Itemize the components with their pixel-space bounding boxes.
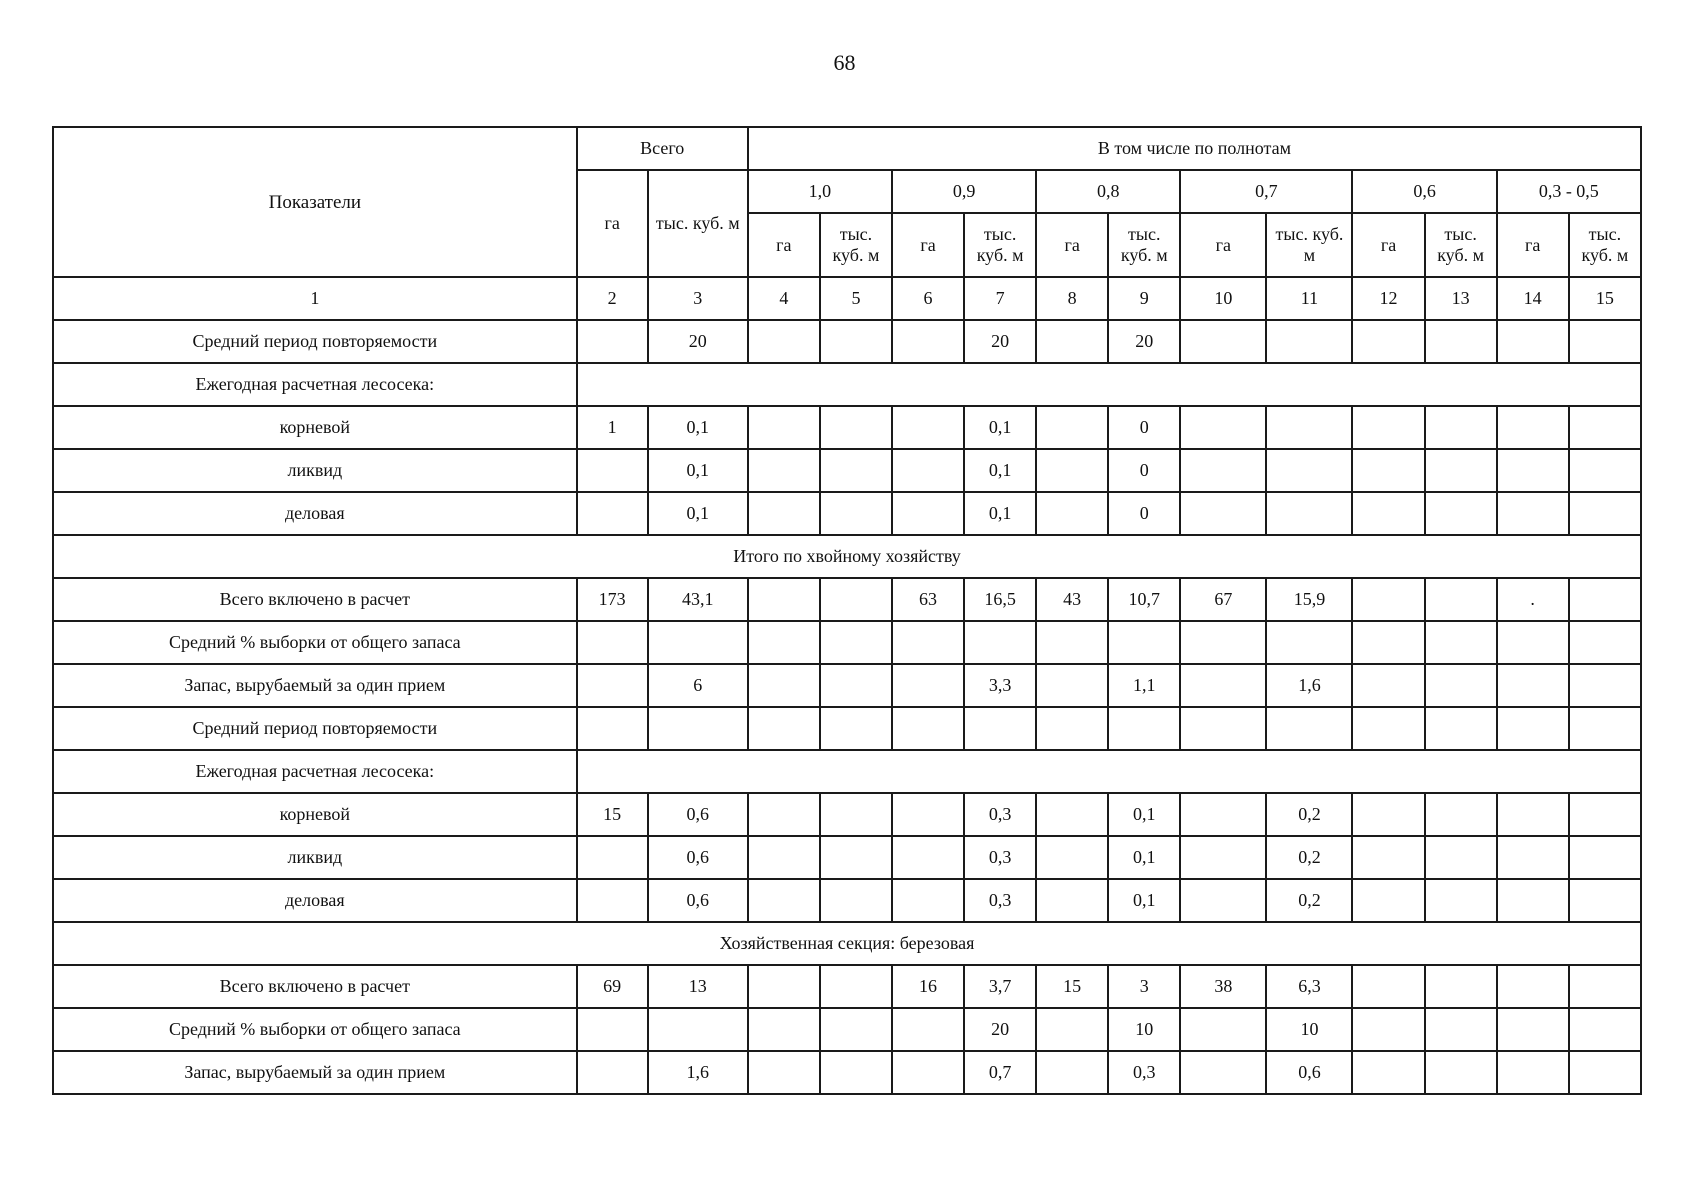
table-cell (748, 1008, 820, 1051)
density-header: 0,6 (1352, 170, 1496, 213)
table-cell (1180, 406, 1266, 449)
table-cell (1497, 621, 1569, 664)
table-cell (892, 449, 964, 492)
table-cell (1497, 1008, 1569, 1051)
table-cell (820, 664, 892, 707)
table-cell: 1,6 (648, 1051, 748, 1094)
section-title: Итого по хвойному хозяйству (53, 535, 1641, 578)
table-cell (1352, 406, 1424, 449)
table-cell: 0,3 (964, 879, 1036, 922)
table-row (53, 621, 1641, 664)
density-header: 0,9 (892, 170, 1036, 213)
table-cell (577, 1051, 648, 1094)
column-number: 15 (1569, 277, 1641, 320)
table-cell (820, 836, 892, 879)
unit-volume-header: тыс. куб. м (820, 213, 892, 277)
table-cell (1569, 965, 1641, 1008)
column-number: 14 (1497, 277, 1569, 320)
subheading-row (53, 750, 1641, 793)
table-cell (1425, 1051, 1497, 1094)
column-number: 7 (964, 277, 1036, 320)
table-cell (748, 621, 820, 664)
table-cell: 10 (1266, 1008, 1352, 1051)
table-cell: 67 (1180, 578, 1266, 621)
table-cell (1425, 621, 1497, 664)
table-cell (1036, 492, 1108, 535)
table-cell (1497, 793, 1569, 836)
table-cell (748, 320, 820, 363)
row-label: ликвид (53, 836, 577, 879)
row-label: Средний % выборки от общего запаса (53, 1008, 577, 1051)
table-cell (1180, 1008, 1266, 1051)
row-label: Запас, вырубаемый за один прием (53, 1051, 577, 1094)
table-cell (748, 492, 820, 535)
table-cell (1425, 707, 1497, 750)
table-cell (1180, 664, 1266, 707)
table-cell (1352, 621, 1424, 664)
page-number: 68 (833, 50, 856, 75)
table-cell (820, 707, 892, 750)
table-cell (820, 879, 892, 922)
column-number: 5 (820, 277, 892, 320)
table-cell (1036, 406, 1108, 449)
table-cell (1569, 879, 1641, 922)
table-cell (1180, 492, 1266, 535)
table-cell (1425, 406, 1497, 449)
table-cell (577, 492, 648, 535)
table-cell (1036, 793, 1108, 836)
table-cell: 20 (964, 320, 1036, 363)
table-cell: 0,1 (964, 492, 1036, 535)
column-number: 1 (53, 277, 577, 320)
row-label: Ежегодная расчетная лесосека: (53, 750, 577, 793)
table-cell (1425, 965, 1497, 1008)
table-cell: 15 (577, 793, 648, 836)
table-cell (892, 492, 964, 535)
section-row (53, 535, 1641, 578)
row-label: деловая (53, 492, 577, 535)
table-cell (964, 707, 1036, 750)
table-cell (1036, 1008, 1108, 1051)
table-cell (1497, 1051, 1569, 1094)
total-volume-header: тыс. куб. м (648, 170, 748, 277)
table-row (53, 492, 1641, 535)
table-cell (1352, 1051, 1424, 1094)
table-cell (648, 707, 748, 750)
table-cell (820, 406, 892, 449)
column-number: 6 (892, 277, 964, 320)
table-cell: 3,3 (964, 664, 1036, 707)
table-cell (1036, 879, 1108, 922)
table-cell: 6,3 (1266, 965, 1352, 1008)
table-cell (1425, 664, 1497, 707)
unit-volume-header: тыс. куб. м (1569, 213, 1641, 277)
column-number: 2 (577, 277, 648, 320)
table-body (53, 320, 1641, 1094)
table-cell (820, 1051, 892, 1094)
table-cell (820, 1008, 892, 1051)
table-cell (1569, 1051, 1641, 1094)
table-cell (1108, 621, 1180, 664)
table-cell (892, 836, 964, 879)
table-cell: 0 (1108, 492, 1180, 535)
table-cell (1352, 320, 1424, 363)
table-cell (1569, 664, 1641, 707)
unit-volume-header: тыс. куб. м (1425, 213, 1497, 277)
row-label: корневой (53, 406, 577, 449)
table-cell: . (1497, 578, 1569, 621)
table-cell (1180, 879, 1266, 922)
table-cell (820, 793, 892, 836)
table-cell: 0,1 (1108, 879, 1180, 922)
table-cell (1352, 1008, 1424, 1051)
table-cell (1352, 793, 1424, 836)
table-cell: 0,3 (964, 793, 1036, 836)
table-cell (1569, 793, 1641, 836)
table-cell (892, 621, 964, 664)
unit-ha-header: га (748, 213, 820, 277)
table-cell (1425, 492, 1497, 535)
table-cell: 15,9 (1266, 578, 1352, 621)
table-cell: 3,7 (964, 965, 1036, 1008)
table-cell: 3 (1108, 965, 1180, 1008)
table-header (53, 127, 1641, 320)
table-row (53, 578, 1641, 621)
table-cell (1569, 1008, 1641, 1051)
table-cell: 0,2 (1266, 793, 1352, 836)
table-cell (1569, 492, 1641, 535)
table-cell (577, 707, 648, 750)
table-row (53, 965, 1641, 1008)
table-cell (1352, 664, 1424, 707)
table-cell (748, 793, 820, 836)
table-cell (1036, 320, 1108, 363)
table-cell (748, 406, 820, 449)
table-cell (1180, 449, 1266, 492)
table-cell (1569, 836, 1641, 879)
table-cell (577, 621, 648, 664)
density-header: 1,0 (748, 170, 892, 213)
merged-empty-cell (577, 363, 1641, 406)
table-cell (1352, 879, 1424, 922)
table-cell (1352, 707, 1424, 750)
column-number: 3 (648, 277, 748, 320)
table-row (53, 664, 1641, 707)
table-cell: 0,6 (648, 836, 748, 879)
table-cell (1036, 449, 1108, 492)
row-label: Всего включено в расчет (53, 578, 577, 621)
column-number: 10 (1180, 277, 1266, 320)
unit-volume-header: тыс. куб. м (1108, 213, 1180, 277)
table-cell (1497, 449, 1569, 492)
table-cell (820, 449, 892, 492)
unit-volume-header: тыс. куб. м (964, 213, 1036, 277)
table-cell (1036, 707, 1108, 750)
density-header: 0,7 (1180, 170, 1352, 213)
table-cell (1497, 836, 1569, 879)
row-label: корневой (53, 793, 577, 836)
table-cell (648, 621, 748, 664)
subheading-row (53, 363, 1641, 406)
table-cell: 6 (648, 664, 748, 707)
forest-report-table (52, 126, 1642, 1095)
table-row (53, 1051, 1641, 1094)
row-label: Всего включено в расчет (53, 965, 577, 1008)
table-cell: 43 (1036, 578, 1108, 621)
table-cell: 0,6 (648, 879, 748, 922)
table-cell (1352, 836, 1424, 879)
table-cell (748, 707, 820, 750)
table-cell: 0,2 (1266, 879, 1352, 922)
section-row (53, 922, 1641, 965)
table-cell (748, 578, 820, 621)
table-cell: 0,6 (1266, 1051, 1352, 1094)
column-number: 4 (748, 277, 820, 320)
table-cell: 0,2 (1266, 836, 1352, 879)
table-cell (1266, 449, 1352, 492)
table-cell (820, 965, 892, 1008)
table-cell (1036, 1051, 1108, 1094)
table-cell (1497, 879, 1569, 922)
by-density-header: В том числе по полнотам (748, 127, 1641, 170)
unit-ha-header: га (892, 213, 964, 277)
table-cell (892, 1051, 964, 1094)
table-cell (1180, 1051, 1266, 1094)
row-label: деловая (53, 879, 577, 922)
table-cell (1180, 707, 1266, 750)
table-cell (1497, 320, 1569, 363)
table-cell (892, 1008, 964, 1051)
table-cell (964, 621, 1036, 664)
table-cell (577, 320, 648, 363)
table-cell (577, 836, 648, 879)
table-cell (1425, 1008, 1497, 1051)
table-cell: 0,1 (648, 406, 748, 449)
table-row (53, 406, 1641, 449)
table-cell (820, 320, 892, 363)
table-cell: 16 (892, 965, 964, 1008)
row-label: ликвид (53, 449, 577, 492)
merged-empty-cell (577, 750, 1641, 793)
table-cell (1266, 707, 1352, 750)
table-cell (820, 621, 892, 664)
table-cell: 43,1 (648, 578, 748, 621)
unit-ha-header: га (1036, 213, 1108, 277)
table-cell: 20 (964, 1008, 1036, 1051)
table-row (53, 320, 1641, 363)
table-cell (1266, 406, 1352, 449)
table-cell: 0 (1108, 449, 1180, 492)
table-cell (820, 578, 892, 621)
table-row (53, 793, 1641, 836)
row-label: Средний период повторяемости (53, 707, 577, 750)
table-cell: 0,1 (648, 492, 748, 535)
table-cell: 63 (892, 578, 964, 621)
table-row (53, 707, 1641, 750)
table-cell: 16,5 (964, 578, 1036, 621)
row-label: Запас, вырубаемый за один прием (53, 664, 577, 707)
table-row (53, 836, 1641, 879)
column-number: 13 (1425, 277, 1497, 320)
table-cell (1180, 836, 1266, 879)
table-cell (1108, 707, 1180, 750)
table-cell (892, 793, 964, 836)
table-cell: 69 (577, 965, 648, 1008)
density-header: 0,3 - 0,5 (1497, 170, 1641, 213)
table-cell (1425, 879, 1497, 922)
table-row (53, 879, 1641, 922)
unit-ha-header: га (1497, 213, 1569, 277)
table-cell (1352, 965, 1424, 1008)
table-cell (748, 879, 820, 922)
table-cell: 1,1 (1108, 664, 1180, 707)
table-cell (648, 1008, 748, 1051)
table-cell (892, 320, 964, 363)
table-cell: 0,1 (1108, 793, 1180, 836)
table-cell (1497, 492, 1569, 535)
unit-volume-header: тыс. куб. м (1266, 213, 1352, 277)
table-row (53, 1008, 1641, 1051)
table-cell (1497, 406, 1569, 449)
table-cell: 0 (1108, 406, 1180, 449)
column-number: 11 (1266, 277, 1352, 320)
table-cell (577, 879, 648, 922)
table-cell (1569, 449, 1641, 492)
row-label: Средний период повторяемости (53, 320, 577, 363)
table-cell (1180, 793, 1266, 836)
table-cell (1266, 621, 1352, 664)
table-cell (1352, 492, 1424, 535)
table-cell (1266, 492, 1352, 535)
table-cell (577, 1008, 648, 1051)
table-cell (748, 965, 820, 1008)
header-row-groups (53, 127, 1641, 170)
table-cell (1352, 578, 1424, 621)
table-cell (748, 449, 820, 492)
table-cell (892, 664, 964, 707)
table-cell (1036, 836, 1108, 879)
row-label: Ежегодная расчетная лесосека: (53, 363, 577, 406)
table-cell: 0,7 (964, 1051, 1036, 1094)
table-cell (1425, 836, 1497, 879)
table-cell: 0,1 (1108, 836, 1180, 879)
table-cell (577, 449, 648, 492)
table-row (53, 449, 1641, 492)
column-number: 8 (1036, 277, 1108, 320)
table-cell (892, 707, 964, 750)
column-number: 12 (1352, 277, 1424, 320)
total-header: Всего (577, 127, 748, 170)
table-cell: 0,3 (964, 836, 1036, 879)
table-cell (892, 879, 964, 922)
table-cell: 15 (1036, 965, 1108, 1008)
table-cell (577, 664, 648, 707)
table-cell: 13 (648, 965, 748, 1008)
table-cell: 0,1 (964, 406, 1036, 449)
table-cell (820, 492, 892, 535)
unit-ha-header: га (1180, 213, 1266, 277)
table-cell (1569, 707, 1641, 750)
table-cell (1352, 449, 1424, 492)
table-cell (1266, 320, 1352, 363)
row-label: Средний % выборки от общего запаса (53, 621, 577, 664)
table-cell: 1 (577, 406, 648, 449)
total-ha-header: га (577, 170, 648, 277)
table-cell: 20 (1108, 320, 1180, 363)
table-cell (1497, 664, 1569, 707)
table-cell: 0,1 (964, 449, 1036, 492)
table-cell (748, 1051, 820, 1094)
column-number: 9 (1108, 277, 1180, 320)
table-cell (748, 664, 820, 707)
table-cell (1497, 707, 1569, 750)
table-cell (1497, 965, 1569, 1008)
table-cell: 10 (1108, 1008, 1180, 1051)
table-cell: 1,6 (1266, 664, 1352, 707)
table-cell (1569, 320, 1641, 363)
table-cell: 20 (648, 320, 748, 363)
table-cell (1425, 449, 1497, 492)
table-cell (892, 406, 964, 449)
indicators-header: Показатели (53, 127, 577, 277)
table-cell (1569, 621, 1641, 664)
table-cell (1425, 578, 1497, 621)
table-cell: 173 (577, 578, 648, 621)
table-cell (1180, 320, 1266, 363)
table-cell (1425, 320, 1497, 363)
table-cell: 0,1 (648, 449, 748, 492)
table-cell: 0,3 (1108, 1051, 1180, 1094)
density-header: 0,8 (1036, 170, 1180, 213)
table-cell (1569, 578, 1641, 621)
table-cell: 38 (1180, 965, 1266, 1008)
table-cell (1425, 793, 1497, 836)
table-cell (1569, 406, 1641, 449)
column-numbers-row (53, 277, 1641, 320)
unit-ha-header: га (1352, 213, 1424, 277)
section-title: Хозяйственная секция: березовая (53, 922, 1641, 965)
table-cell: 0,6 (648, 793, 748, 836)
table-cell (1036, 664, 1108, 707)
table-cell (748, 836, 820, 879)
table-cell (1180, 621, 1266, 664)
table-cell (1036, 621, 1108, 664)
table-cell: 10,7 (1108, 578, 1180, 621)
